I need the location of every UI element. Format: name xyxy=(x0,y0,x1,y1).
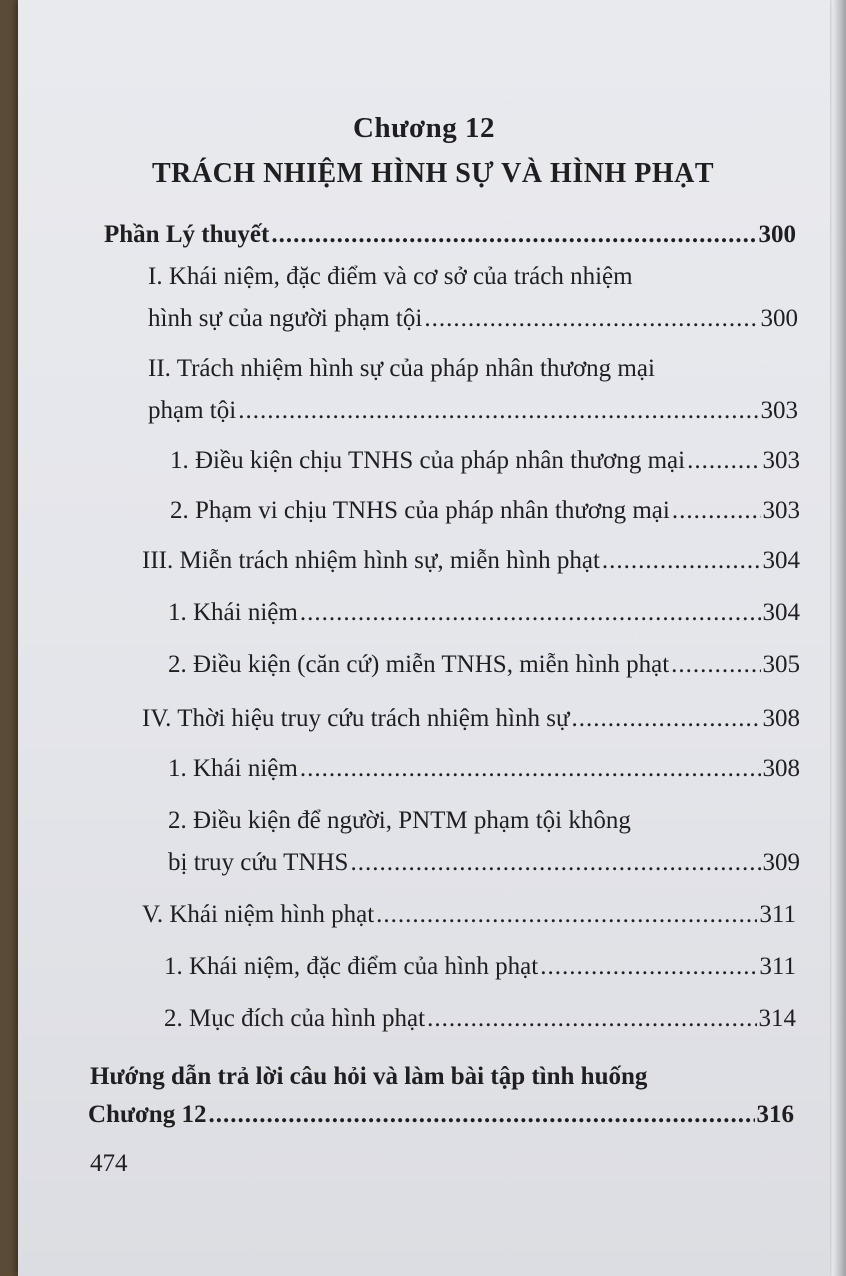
toc-page-number: 300 xyxy=(760,305,798,332)
toc-label: 2. Mục đích của hình phạt xyxy=(164,1005,426,1032)
toc-entry-s1-line1: I. Khái niệm, đặc điểm và cơ sở của trách nhiệm xyxy=(148,263,633,290)
toc-page-number: 304 xyxy=(762,547,800,574)
toc-page-number: 308 xyxy=(762,705,800,732)
dot-leader xyxy=(427,1004,756,1034)
toc-label: III. Miễn trách nhiệm hình sự, miễn hình phạt xyxy=(142,547,600,574)
toc-label: phạm tội xyxy=(148,397,237,424)
dot-leader xyxy=(238,396,758,426)
toc-entry-s4 xyxy=(142,704,800,734)
toc-page-number: 303 xyxy=(762,497,800,524)
toc-entry-s5 xyxy=(142,900,796,930)
toc-label: Chương 12 xyxy=(88,1101,207,1128)
toc-label: Phần Lý thuyết xyxy=(104,221,270,248)
toc-label: 2. Phạm vi chịu TNHS của pháp nhân thương mại xyxy=(170,497,670,524)
dot-leader xyxy=(300,598,761,628)
dot-leader xyxy=(271,220,756,250)
toc-page-number: 305 xyxy=(762,651,800,678)
toc-page-number: 309 xyxy=(762,849,800,876)
toc-entry-s2-2 xyxy=(170,496,800,526)
toc-label: 1. Khái niệm xyxy=(168,599,298,626)
toc-page-number: 303 xyxy=(762,447,800,474)
toc-entry-s2-line1: II. Trách nhiệm hình sự của pháp nhân thương mại xyxy=(148,355,655,382)
toc-label: V. Khái niệm hình phạt xyxy=(142,901,375,928)
table-of-contents xyxy=(18,0,830,1276)
toc-page-number: 304 xyxy=(762,599,800,626)
toc-entry-theory xyxy=(104,220,796,250)
toc-entry-s4-2 xyxy=(168,848,800,878)
dot-leader xyxy=(376,900,757,930)
chapter-subtitle: TRÁCH NHIỆM HÌNH SỰ VÀ HÌNH PHẠT xyxy=(151,158,715,189)
dot-leader xyxy=(671,650,760,680)
page-number: 474 xyxy=(90,1150,128,1177)
toc-entry-s5-1 xyxy=(164,952,796,982)
dot-leader xyxy=(350,848,760,878)
toc-page-number: 308 xyxy=(762,755,800,782)
toc-entry-s3 xyxy=(142,546,800,576)
dot-leader xyxy=(540,952,757,982)
toc-label: IV. Thời hiệu truy cứu trách nhiệm hình sự xyxy=(142,705,570,732)
toc-page-number: 314 xyxy=(758,1005,796,1032)
toc-page-number: 311 xyxy=(759,953,796,980)
dot-leader xyxy=(687,446,760,476)
toc-entry-s3-2 xyxy=(168,650,800,680)
toc-entry-s1 xyxy=(148,304,798,334)
toc-label: 1. Điều kiện chịu TNHS của pháp nhân thương mại xyxy=(170,447,686,474)
toc-page-number: 303 xyxy=(760,397,798,424)
toc-label: bị truy cứu TNHS xyxy=(168,849,349,876)
dot-leader xyxy=(424,304,758,334)
dot-leader xyxy=(602,546,761,576)
toc-entry-s4-1 xyxy=(168,754,800,784)
toc-page-number: 316 xyxy=(756,1101,794,1128)
dot-leader xyxy=(672,496,761,526)
toc-entry-s2 xyxy=(148,396,798,426)
chapter-title: Chương 12 xyxy=(353,112,495,144)
toc-label: 1. Khái niệm xyxy=(168,755,298,782)
toc-entry-s5-2 xyxy=(164,1004,796,1034)
toc-label: 2. Điều kiện (căn cứ) miễn TNHS, miễn hình phạt xyxy=(168,651,670,678)
toc-entry-s3-1 xyxy=(168,598,800,628)
toc-page-number: 311 xyxy=(759,901,796,928)
toc-label: 1. Khái niệm, đặc điểm của hình phạt xyxy=(164,953,539,980)
dot-leader xyxy=(208,1100,754,1130)
toc-entry-s4-2-line1: 2. Điều kiện để người, PNTM phạm tội không xyxy=(168,807,631,834)
toc-entry-s2-1 xyxy=(170,446,800,476)
dot-leader xyxy=(572,704,761,734)
toc-entry-guide-line1: Hướng dẫn trả lời câu hỏi và làm bài tập tình huống xyxy=(90,1063,648,1090)
toc-entry-guide xyxy=(88,1100,794,1130)
book-page xyxy=(18,0,830,1276)
toc-page-number: 300 xyxy=(758,221,796,248)
toc-label: hình sự của người phạm tội xyxy=(148,305,423,332)
dot-leader xyxy=(300,754,761,784)
